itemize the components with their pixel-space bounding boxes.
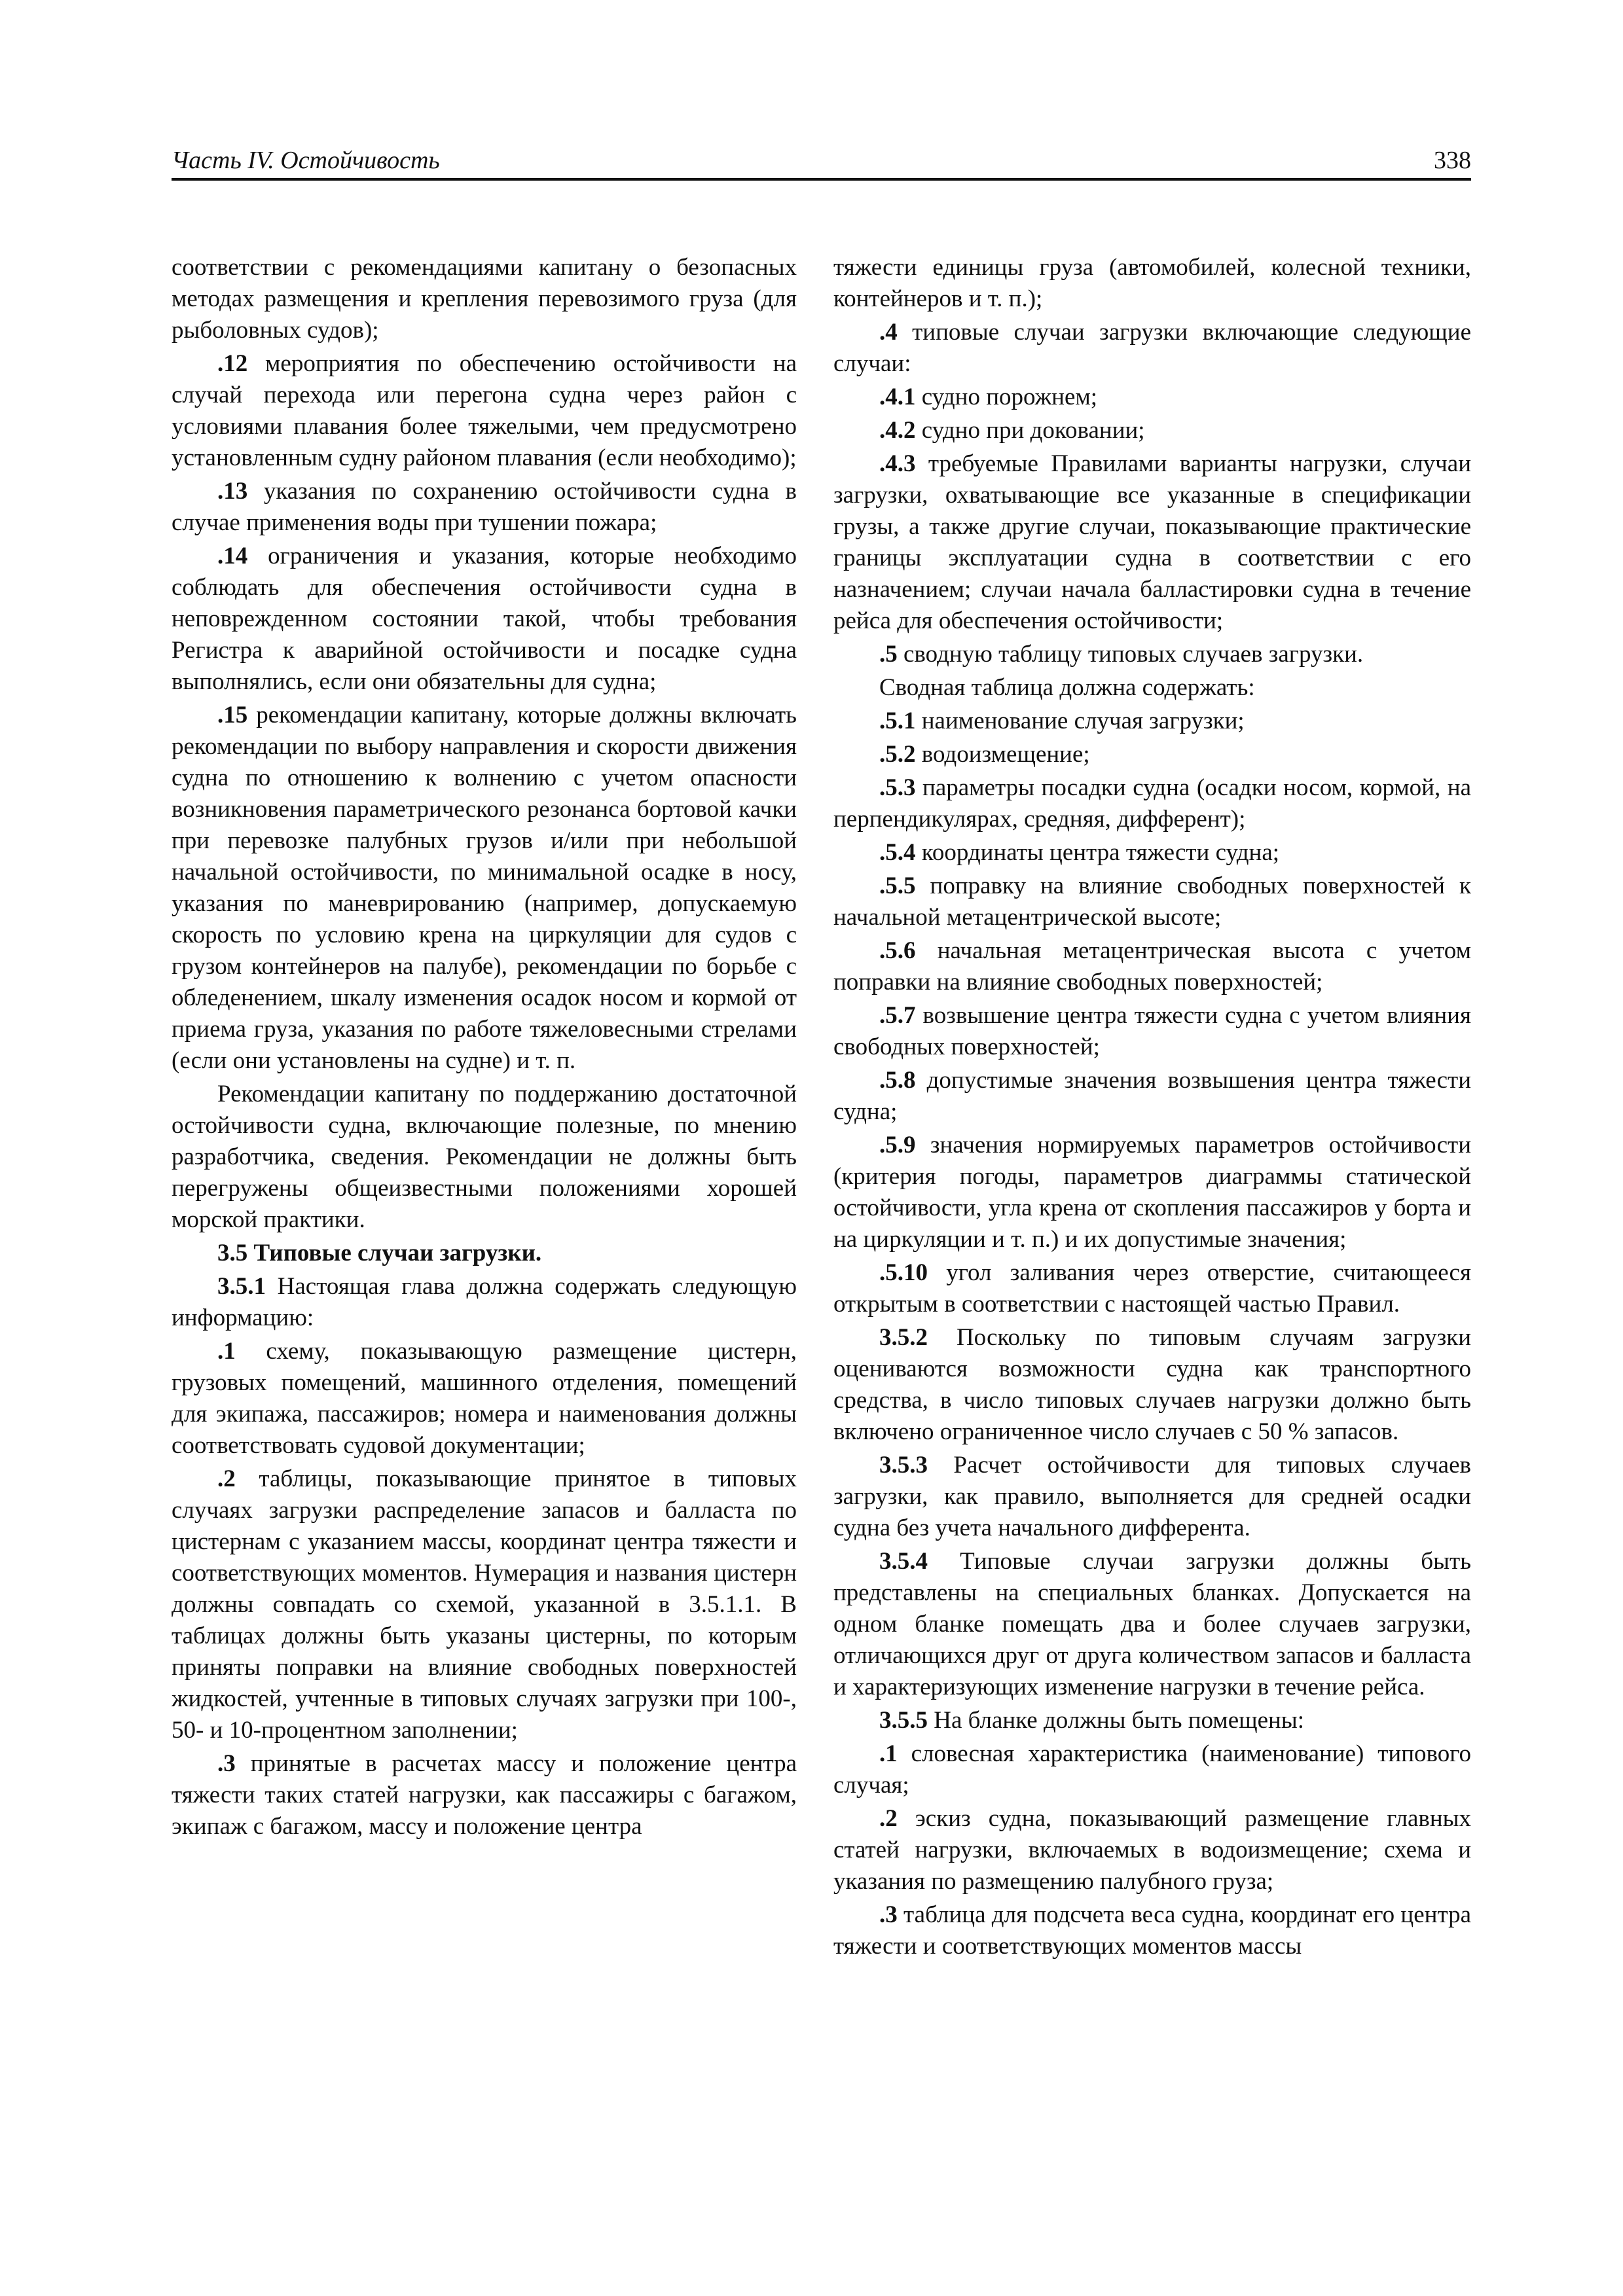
paragraph xyxy=(833,382,1471,413)
item-number: 3.5.5 xyxy=(879,1707,928,1734)
running-header xyxy=(172,145,1471,181)
paragraph-text: возвышение центра тяжести судна с учетом влияния свободных поверхностей; xyxy=(833,1002,1471,1060)
paragraph-text: мероприятия по обеспечению остойчивости на случай перехода или перегона судна через район с условиями плавания более тяжелыми, чем предусмотрено установленным судну районом плавания (если необходимо); xyxy=(172,350,797,471)
item-number: .5.6 xyxy=(879,937,916,964)
paragraph xyxy=(833,1450,1471,1544)
item-number: .3 xyxy=(879,1901,898,1928)
paragraph-text: значения нормируемых параметров остойчивости (критерия погоды, параметров диаграммы статической остойчивости, угла крена от скопления пассажиров у борта и на циркуляции и т. п.) и их допустимые значения; xyxy=(833,1132,1471,1253)
item-number: .4.3 xyxy=(879,450,916,477)
paragraph-text: принятые в расчетах массу и положение центра тяжести таких статей нагрузки, как пассажиры с багажом, экипаж с багажом, массу и положение центра xyxy=(172,1750,797,1840)
item-number: .5 xyxy=(879,641,898,668)
paragraph-text: координаты центра тяжести судна; xyxy=(915,839,1280,866)
item-number: 3.5.3 xyxy=(879,1452,928,1479)
paragraph xyxy=(172,1079,797,1236)
right-column xyxy=(833,252,1471,1964)
item-number: .5.3 xyxy=(879,774,916,801)
paragraph-text: таблица для подсчета веса судна, координат его центра тяжести и соответствующих моментов массы xyxy=(833,1901,1471,1960)
paragraph xyxy=(172,700,797,1077)
item-number: 3.5.2 xyxy=(879,1324,928,1351)
item-number: .1 xyxy=(879,1740,898,1767)
paragraph xyxy=(833,415,1471,446)
paragraph-text: эскиз судна, показывающий размещение главных статей нагрузки, включаемых в водоизмещение; схема и указания по размещению палубного груза; xyxy=(833,1805,1471,1895)
paragraph xyxy=(833,1000,1471,1063)
paragraph-text: Настоящая глава должна содержать следующую информацию: xyxy=(172,1273,797,1331)
paragraph xyxy=(833,1546,1471,1703)
item-number: .5.10 xyxy=(879,1259,928,1286)
left-column xyxy=(172,252,797,1844)
paragraph xyxy=(833,252,1471,315)
paragraph xyxy=(833,1899,1471,1962)
paragraph xyxy=(833,1322,1471,1448)
paragraph xyxy=(172,1271,797,1334)
paragraph xyxy=(172,1336,797,1462)
paragraph xyxy=(833,1803,1471,1897)
item-number: .2 xyxy=(217,1465,236,1492)
paragraph xyxy=(833,870,1471,933)
item-number: .4.1 xyxy=(879,384,916,410)
paragraph xyxy=(172,252,797,346)
item-number: .15 xyxy=(217,702,248,728)
paragraph-text: поправку на влияние свободных поверхностей к начальной метацентрической высоте; xyxy=(833,872,1471,931)
paragraph xyxy=(833,837,1471,869)
item-number: .2 xyxy=(879,1805,898,1832)
paragraph-text: судно порожнем; xyxy=(915,384,1098,410)
paragraph xyxy=(833,706,1471,737)
paragraph-text: наименование случая загрузки; xyxy=(915,708,1245,734)
paragraph-text: Расчет остойчивости для типовых случаев загрузки, как правило, выполняется для средней осадки судна без учета начального дифферента. xyxy=(833,1452,1471,1541)
paragraph-text: Поскольку по типовым случаям загрузки оцениваются возможности судна как транспортного средства, в число типовых случаев нагрузки должно быть включено ограниченное число случаев с 50 % запасов. xyxy=(833,1324,1471,1445)
paragraph-text: схему, показывающую размещение цистерн, грузовых помещений, машинного отделения, помещений для экипажа, пассажиров; номера и наименования должны соответствовать судовой документации; xyxy=(172,1338,797,1459)
paragraph xyxy=(833,739,1471,770)
paragraph xyxy=(833,639,1471,670)
item-number: 3.5.1 xyxy=(217,1273,266,1300)
paragraph xyxy=(833,317,1471,380)
header-title: Часть IV. Остойчивость xyxy=(172,147,440,174)
paragraph-text: водоизмещение; xyxy=(915,741,1090,768)
paragraph-text: допустимые значения возвышения центра тяжести судна; xyxy=(833,1067,1471,1125)
paragraph xyxy=(172,541,797,698)
item-number: .5.8 xyxy=(879,1067,916,1094)
item-number: .4.2 xyxy=(879,417,916,444)
item-number: .5.4 xyxy=(879,839,916,866)
paragraph-text: Сводная таблица должна содержать: xyxy=(879,674,1255,701)
paragraph-text: параметры посадки судна (осадки носом, кормой, на перпендикулярах, средняя, дифферент); xyxy=(833,774,1471,833)
paragraph-text: Рекомендации капитану по поддержанию достаточной остойчивости судна, включающие полезные, по мнению разработчика, сведения. Рекомендации не должны быть перегружены общеизвестными положениями хорошей морской практики. xyxy=(172,1081,797,1233)
paragraph-text: Типовые случаи загрузки должны быть представлены на специальных бланках. Допускается на одном бланке помещать два и более случаев загрузки, отличающихся друг от друга количеством запасов и балласта и характеризующих изменение нагрузки в течение рейса. xyxy=(833,1548,1471,1700)
paragraph xyxy=(172,348,797,474)
paragraph xyxy=(172,1748,797,1842)
item-number: .5.5 xyxy=(879,872,916,899)
item-number: .13 xyxy=(217,478,248,505)
section-heading xyxy=(172,1238,797,1269)
paragraph-text: словесная характеристика (наименование) типового случая; xyxy=(833,1740,1471,1799)
paragraph-text: указания по сохранению остойчивости судна в случае применения воды при тушении пожара; xyxy=(172,478,797,536)
paragraph xyxy=(833,1065,1471,1128)
paragraph-text: рекомендации капитану, которые должны включать рекомендации по выбору направления и скорости движения судна по отношению к волнению с учетом опасности возникновения параметрического резонанса бортовой качки при перевозке палубных грузов и/или при небольшой начальной остойчивости, по минимальной осадке в носу, указания по маневрированию (например, допускаемую скорость по условию крена на циркуляции для судов с грузом контейнеров на палубе), рекомендации по борьбе с обледенением, шкалу изменения осадок носом и кормой от приема груза, указания по работе тяжеловесными стрелами (если они установлены на судне) и т. п. xyxy=(172,702,797,1074)
page-number: 338 xyxy=(1434,147,1471,174)
paragraph xyxy=(833,1130,1471,1255)
paragraph-text: типовые случаи загрузки включающие следующие случаи: xyxy=(833,319,1471,377)
paragraph xyxy=(833,448,1471,637)
heading-text: 3.5 Типовые случаи загрузки. xyxy=(217,1240,542,1266)
item-number: .1 xyxy=(217,1338,236,1365)
paragraph-text: тяжести единицы груза (автомобилей, колесной техники, контейнеров и т. п.); xyxy=(833,254,1471,312)
paragraph-text: таблицы, показывающие принятое в типовых случаях загрузки распределение запасов и балласта по цистернам с указанием массы, координат центра тяжести и соответствующих моментов. Нумерация и названия цистерн должны совпадать со схемой, указанной в 3.5.1.1. В таблицах должны быть указаны цистерны, по которым приняты поправки на влияние свободных поверхностей жидкостей, учтенные в типовых случаях загрузки при 100-, 50- и 10-процентном заполнении; xyxy=(172,1465,797,1744)
paragraph-text: На бланке должны быть помещены: xyxy=(928,1707,1304,1734)
paragraph xyxy=(833,1705,1471,1736)
paragraph-text: требуемые Правилами варианты нагрузки, случаи загрузки, охватывающие все указанные в спецификации грузы, а также другие случаи, показывающие практические границы эксплуатации судна в соответствии с его назначением; случаи начала балластировки судна в течение рейса для обеспечения остойчивости; xyxy=(833,450,1471,634)
paragraph-text: начальная метацентрическая высота с учетом поправки на влияние свободных поверхностей; xyxy=(833,937,1471,996)
paragraph-text: угол заливания через отверстие, считающееся открытым в соответствии с настоящей частью Правил. xyxy=(833,1259,1471,1318)
item-number: .5.9 xyxy=(879,1132,916,1158)
paragraph-text: ограничения и указания, которые необходимо соблюдать для обеспечения остойчивости судна в неповрежденном состоянии такой, чтобы требования Регистра к аварийной остойчивости и посадке судна выполнялись, если они обязательны для судна; xyxy=(172,543,797,695)
item-number: .5.1 xyxy=(879,708,916,734)
paragraph xyxy=(172,1463,797,1746)
paragraph xyxy=(833,672,1471,704)
item-number: .3 xyxy=(217,1750,236,1777)
item-number: 3.5.4 xyxy=(879,1548,928,1575)
paragraph-text: соответствии с рекомендациями капитану о безопасных методах размещения и крепления перевозимого груза (для рыболовных судов); xyxy=(172,254,797,344)
paragraph xyxy=(833,1738,1471,1801)
paragraph xyxy=(833,935,1471,998)
paragraph xyxy=(172,476,797,539)
item-number: .12 xyxy=(217,350,248,377)
paragraph xyxy=(833,772,1471,835)
paragraph xyxy=(833,1257,1471,1320)
item-number: .4 xyxy=(879,319,898,346)
paragraph-text: судно при доковании; xyxy=(915,417,1145,444)
item-number: .5.7 xyxy=(879,1002,916,1029)
item-number: .5.2 xyxy=(879,741,916,768)
item-number: .14 xyxy=(217,543,248,569)
paragraph-text: сводную таблицу типовых случаев загрузки. xyxy=(897,641,1364,668)
